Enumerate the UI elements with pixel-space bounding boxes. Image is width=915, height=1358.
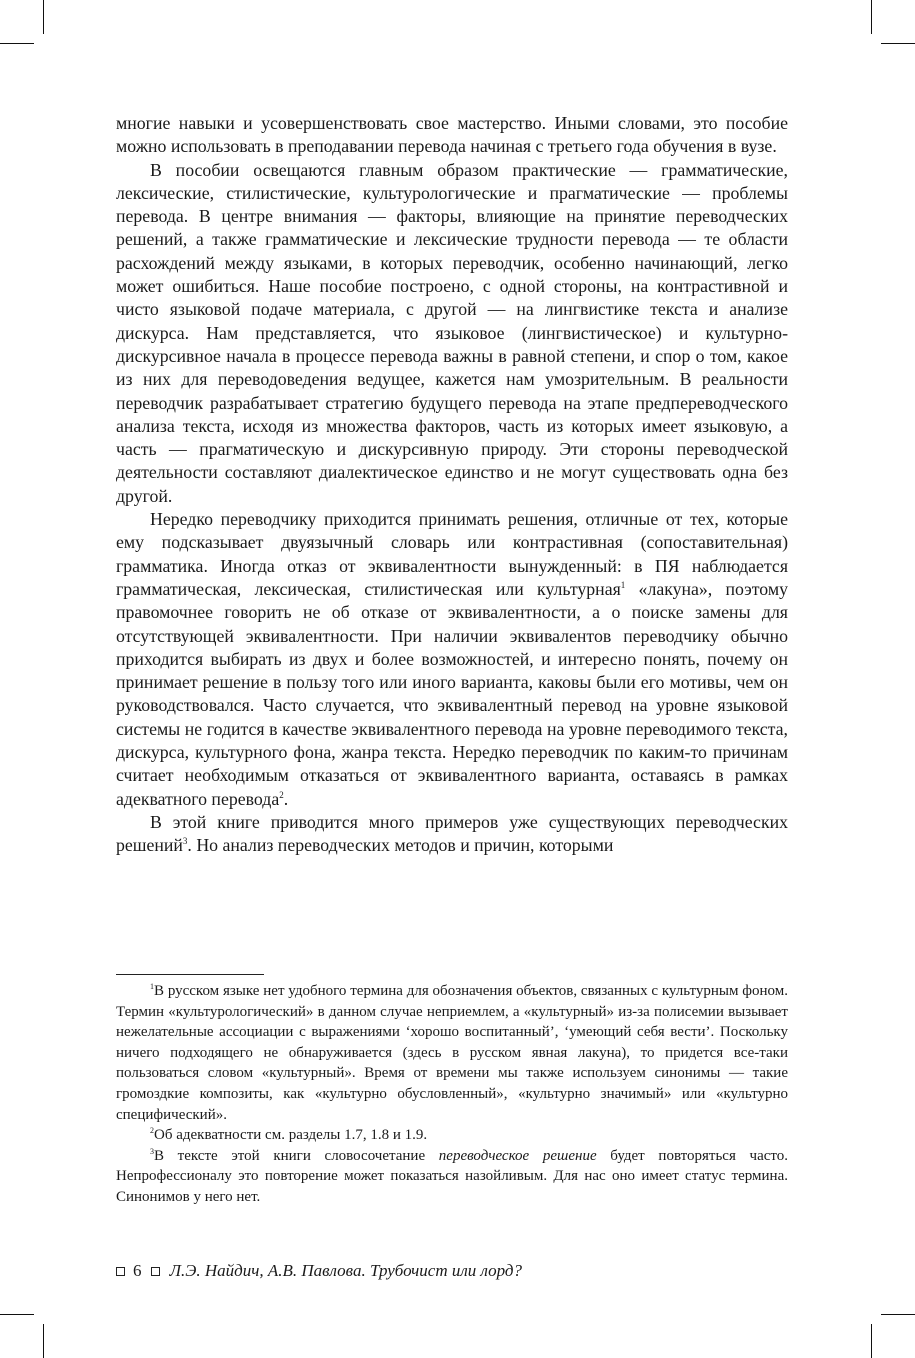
square-bullet-icon	[116, 1267, 125, 1276]
page-number: 6	[133, 1261, 142, 1280]
crop-mark-bottom-left-h	[0, 1314, 34, 1315]
paragraph-4-part-a: В этой книге приводится много примеров уже существующих переводческих решений	[116, 811, 788, 856]
crop-mark-bottom-right	[871, 1324, 872, 1358]
crop-mark-top-left-h	[0, 43, 34, 44]
crop-mark-bottom-left	[43, 1324, 44, 1358]
body-text	[116, 112, 788, 858]
crop-mark-top-right-h	[881, 43, 915, 44]
paragraph-1: многие навыки и усовершенствовать свое мастерство. Иными словами, это пособие можно использовать в преподавании перевода начиная с третьего года обучения в вузе.	[116, 113, 788, 157]
footnote-ref-2[interactable]: 2	[279, 789, 284, 800]
paragraph-3-part-b: «лакуна», поэтому правомочнее говорить не об отказе от эквивалентности, а о поиске замены для отсутствующей эквивалентности. При наличии эквивалентов переводчику обычно приходится выбирать из двух и более возможностей, и интересно понять, почему он принимает решение в пользу того или иного варианта, каковы были его мотивы, чем он руководствовался. Часто случается, что эквивалентный перевод на уровне языковой системы не годится в качестве эквивалентного перевода на уровне переводимого текста, дискурса, культурного фона, жанра текста. Нередко переводчик по каким-то причинам считает необходимым отказаться от эквивалентного варианта, оставаясь в рамках адекватного перевода	[116, 578, 788, 809]
crop-mark-top-right	[871, 0, 872, 34]
footnote-3-term: переводческое решение	[438, 1147, 597, 1164]
footnote-ref-3[interactable]: 3	[182, 836, 188, 847]
footnote-2-text: Об адекватности см. разделы 1.7, 1.8 и 1.9.	[154, 1127, 428, 1144]
paragraph-4	[116, 811, 788, 858]
crop-mark-bottom-right-h	[881, 1314, 915, 1315]
crop-mark-top-left	[43, 0, 44, 34]
paragraph-3-part-a: Нередко переводчику приходится принимать решения, отличные от тех, которые ему подсказывает двуязычный словарь или контрастивная (сопоставительная) грамматика. Иногда отказ от эквивалентности вынужденный: в ПЯ наблюдается грамматическая, лексическая, стилистическая или культурная	[116, 509, 788, 599]
footnote-1-text: В русском языке нет удобного термина для обозначения объектов, связанных с культурным фоном. Термин «культурологический» в данном случае неприемлем, а «культурный» из-за полисемии вызывает нежелательные ассоциации с выражениями ‘хорошо воспитанный’, ‘умеющий себя вести’. Поскольку ничего подходящего не обнаруживается (здесь в русском явная лакуна), то придется все-таки пользоваться словом «культурный». Время от времени мы также используем синонимы — такие громоздкие композиты, как «культурно обусловленный», «культурно значимый» или «культурно специфический».	[116, 983, 788, 1123]
paragraph-3-end: .	[283, 788, 289, 809]
footnote-1	[116, 981, 788, 1125]
paragraph-3	[116, 508, 788, 811]
paragraph-2: В пособии освещаются главным образом практические — грамматические, лексические, стилистические, культурологические и прагматические — проблемы перевода. В центре внимания — факторы, влияющие на принятие переводческих решений, а также грамматические и лексические трудности перевода — те области расхождений между языками, в которых переводчик, особенно начинающий, легко может ошибиться. Наше пособие построено, с одной стороны, на контрастивной и чисто языковой подаче материала, с другой — на лингвистике текста и анализе дискурса. Нам представляется, что языковое (лингвистическое) и культурно-дискурсивное начала в процессе перевода важны в равной степени, и спор о том, какое из них для переводоведения ведущее, кажется нам умозрительным. В реальности переводчик разрабатывает стратегию будущего перевода на этапе предпереводческого анализа текста, исходя из множества факторов, часть из которых имеет языковую, а часть — прагматическую и дискурсивную природу. Эти стороны переводческой деятельности составляют диалектическое единство и не могут существовать одна без другой.	[116, 159, 788, 506]
footnotes	[116, 981, 788, 1208]
footnote-ref-1[interactable]: 1	[620, 580, 626, 591]
running-title: Л.Э. Найдич, А.В. Павлова. Трубочист или лорд?	[169, 1261, 523, 1280]
footnote-2	[116, 1125, 788, 1146]
footnote-3-text-a: В тексте этой книги словосочетание	[154, 1147, 439, 1164]
page-footer	[116, 1259, 522, 1283]
footnote-3	[116, 1146, 788, 1208]
footnote-2-mark: 2	[150, 1126, 154, 1136]
paragraph-4-part-b: . Но анализ переводческих методов и причин, которыми	[187, 835, 614, 856]
footnote-1-mark: 1	[150, 982, 154, 991]
footnote-3-text-b: будет повторяться часто. Непрофессионалу это повторение может показаться назойливым. Для нас оно имеет статус термина. Синонимов у него нет.	[116, 1147, 788, 1205]
square-bullet-icon	[151, 1267, 160, 1276]
footnote-3-mark: 3	[150, 1146, 154, 1156]
footnote-separator	[116, 974, 264, 975]
